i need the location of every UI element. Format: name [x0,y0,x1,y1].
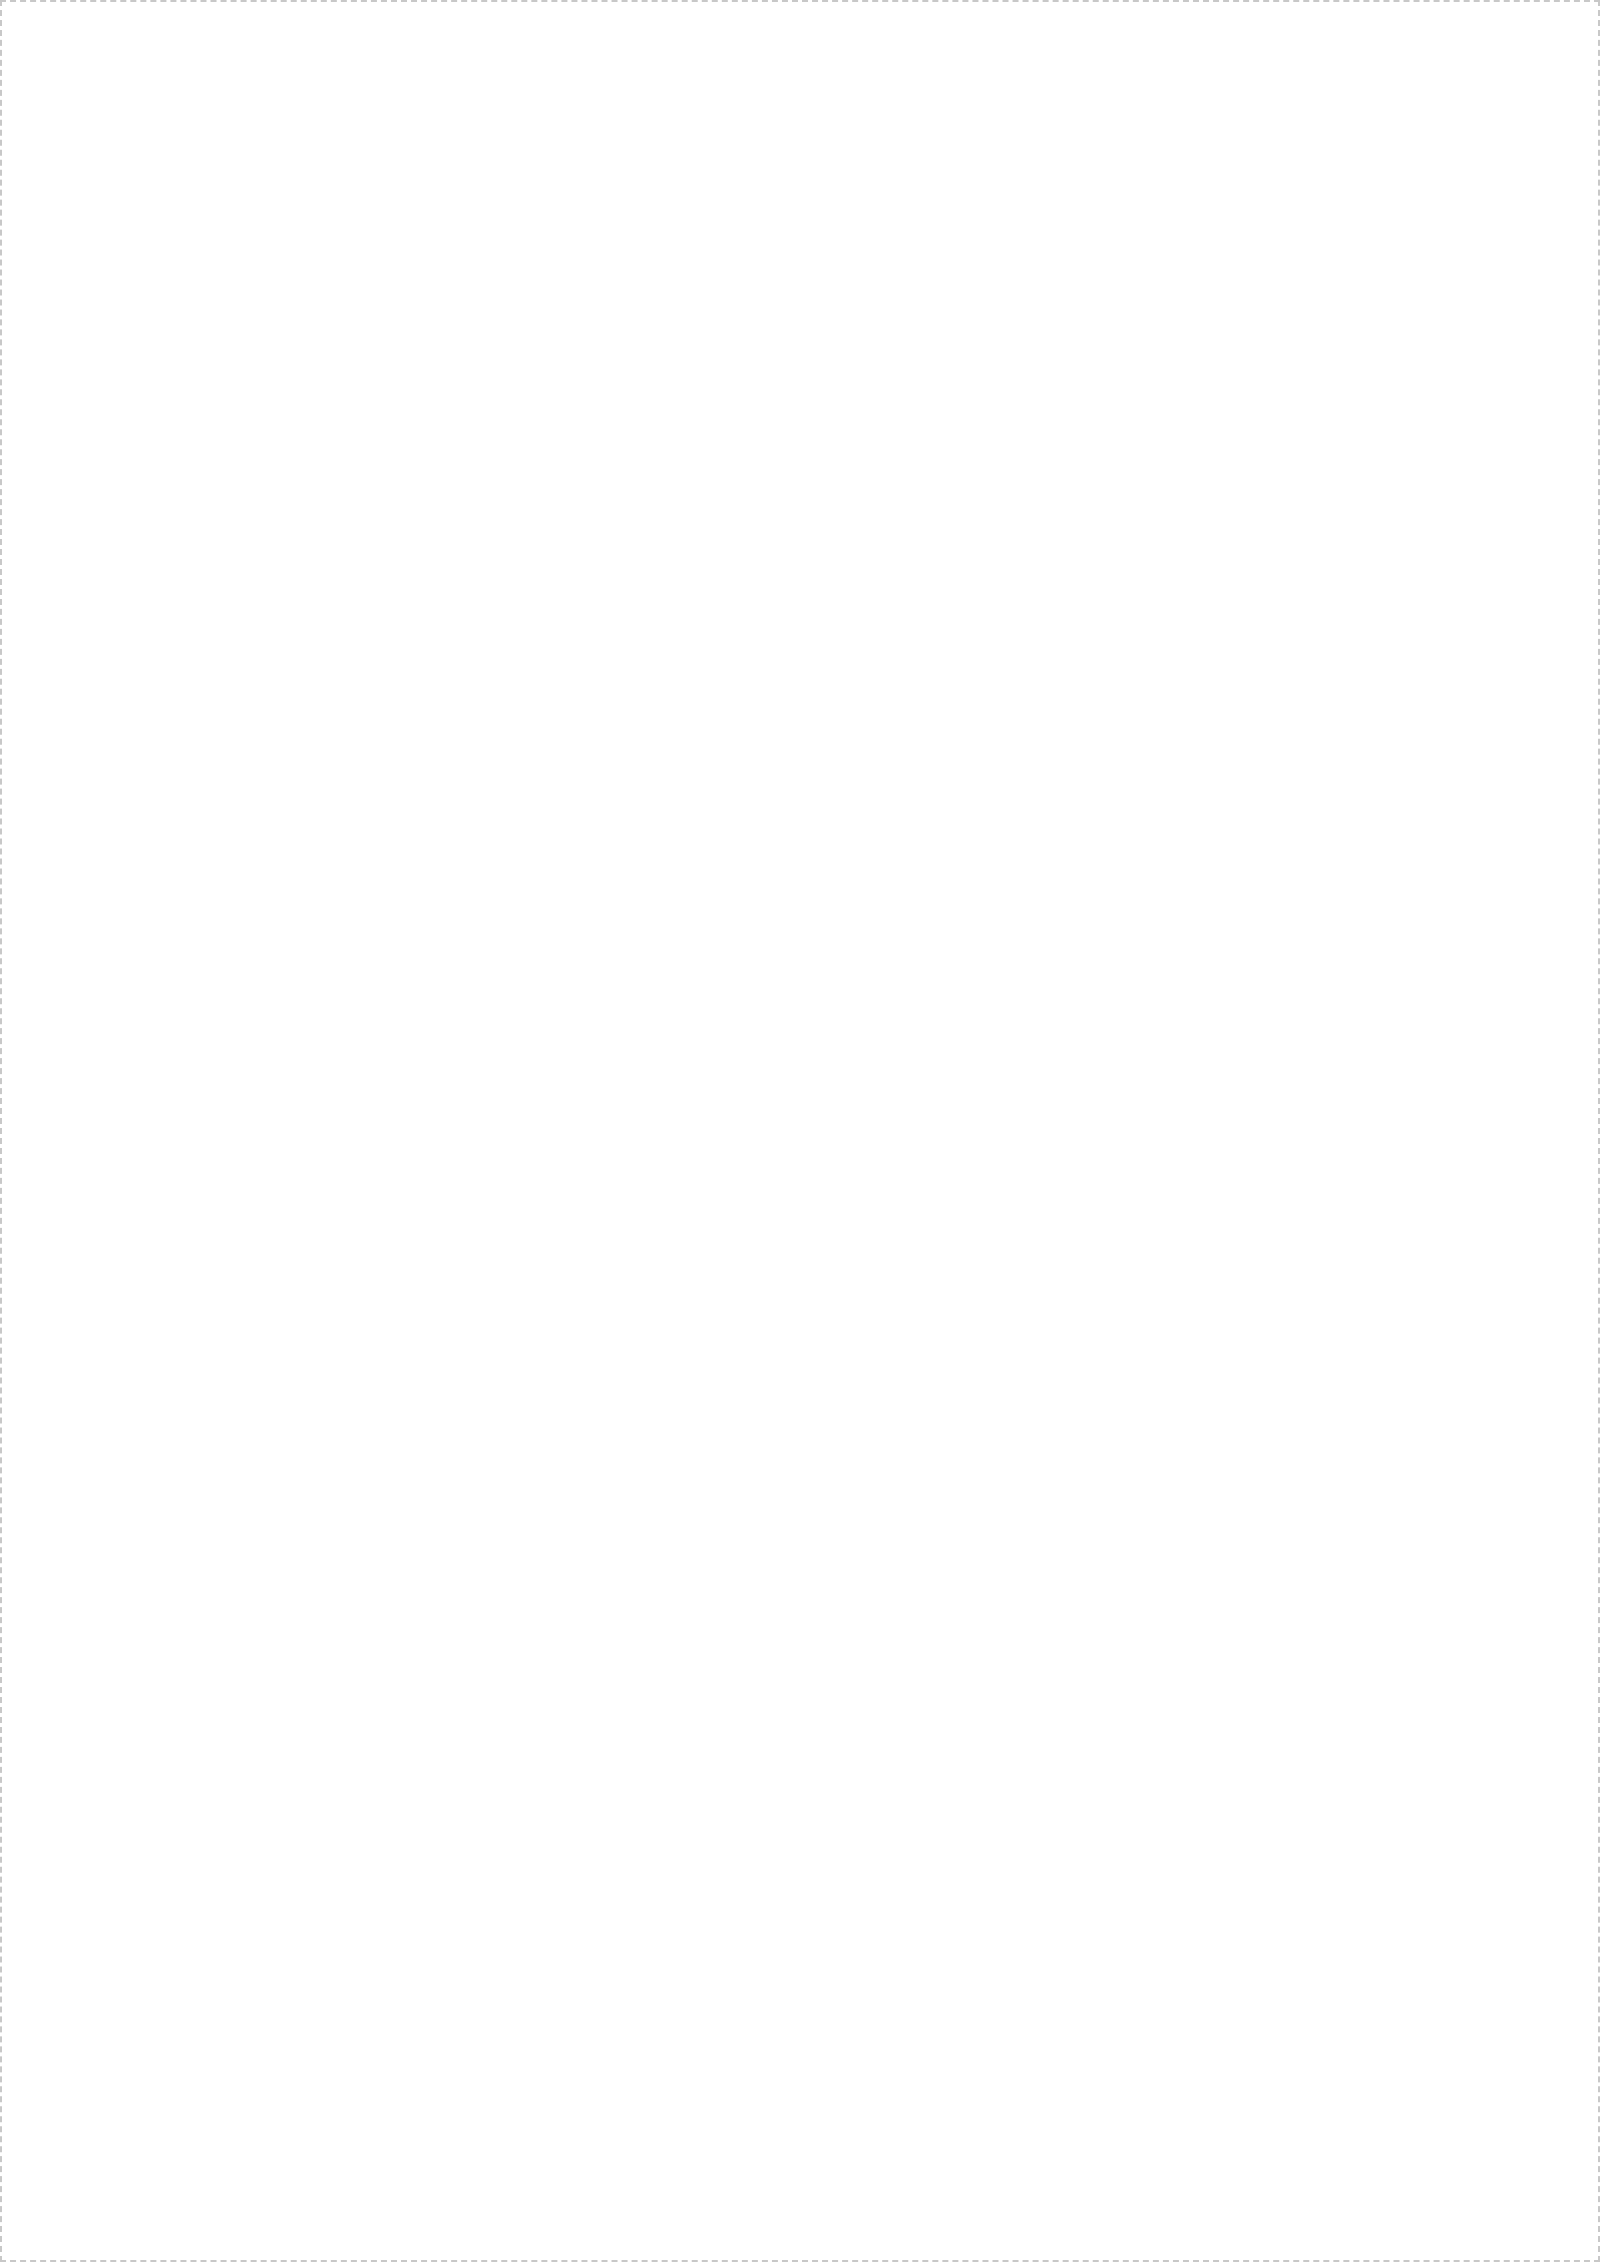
content-placeholder [350,1031,1250,1231]
